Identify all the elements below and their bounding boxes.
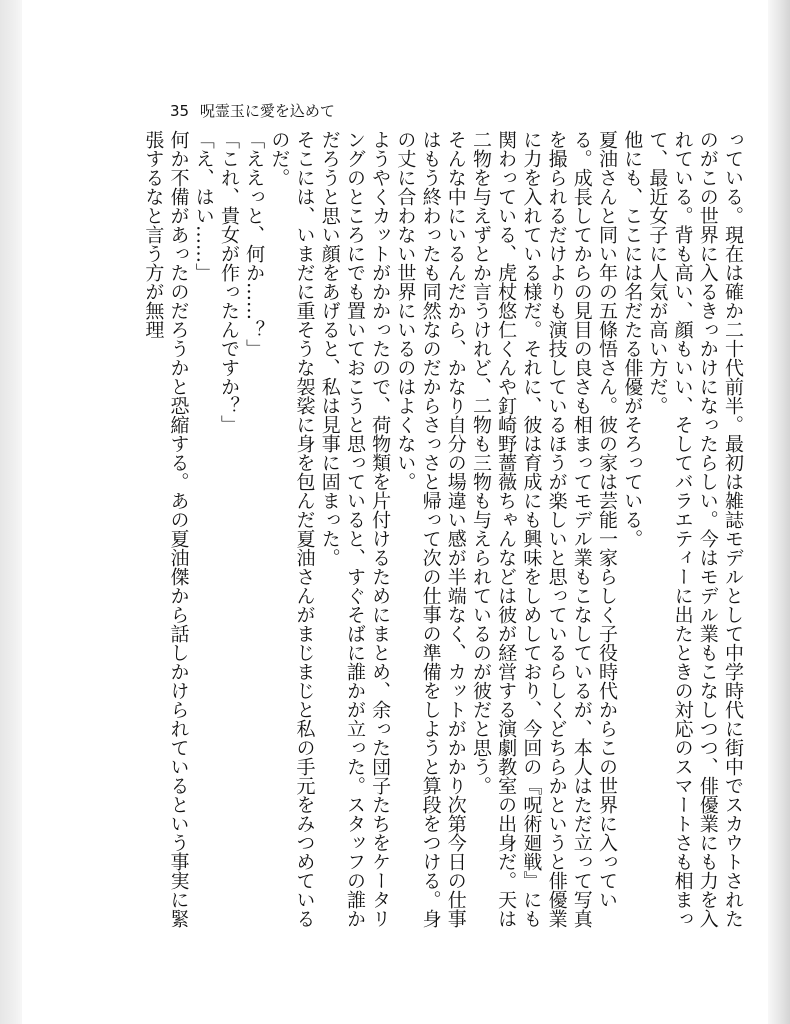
dialogue-line: 「え、はい……」: [192, 130, 215, 282]
chapter-title: 呪霊玉に愛を込めて: [199, 102, 335, 120]
vertical-body-text: [142, 130, 745, 935]
dialogue-line: 「これ、貴女が作ったんですか？」: [217, 130, 240, 434]
paragraph: 夏油さんと同い年の五條悟さん。彼の家は芸能一家らしく子役時代からこの世界に入っている。成長してからの見目の良さも相まってモデル業もこなしているが、本人はただ立って写真を撮られるだけよりも演技しているほうが楽しいと思っているらしくどちらかというと俳優業に力を入れている様だ。それに、彼は育成にも興味をしめしており、今回の『呪術廻戦』にも関わっている、虎杖悠仁くんや釘崎野薔薇ちゃんなどは彼が経営する演劇教室の出身だ。天は二物を与えずとか言うけれど、二物も三物も与えられているのが彼だと思う。: [469, 130, 618, 928]
running-header: [170, 100, 335, 121]
dialogue-line: 「ええっと、何か……？」: [243, 130, 266, 358]
page-right-edge: [768, 0, 790, 1024]
paragraph: 他にも、ここには名だたる俳優がそろっている。: [621, 130, 644, 548]
page-number: 35: [170, 102, 190, 120]
paragraph: 何か不備があったのだろうかと恐縮する。あの夏油傑から話しかけられているという事実に緊張するなと言う方が無理: [142, 130, 190, 928]
paragraph: ようやくカットがかかったので、荷物類を片付けるためにまとめ、余った団子たちをケータリングのところにでも置いておこうと思っていると、すぐそばに誰かが立った。スタッフの誰かだろうと思い顔をあげると、私は見事に固まった。: [318, 130, 392, 928]
page-left-edge: [0, 0, 22, 1024]
paragraph: そんな中にいるんだから、かなり自分の場違い感が半端なく、カットがかかり次第今日の仕事はもう終わったも同然なのだからさっさと帰って次の仕事の準備をしようと算段をつける。身の丈に合わない世界にいるのはよくない。: [394, 130, 467, 928]
paragraph: そこには、いまだに重そうな袈裟に身を包んだ夏油さんがまじまじと私の手元をみつめているのだ。: [268, 130, 316, 928]
paragraph: っている。現在は確か二十代前半。最初は雑誌モデルとして中学時代に街中でスカウトされたのがこの世界に入るきっかけになったらしい。今はモデル業もこなしつつ、俳優業にも力を入れている。背も高い、顔もいい、そしてバラエティーに出たときの対応のスマートさも相まって、最近女子に人気が高い方だ。: [646, 130, 744, 928]
